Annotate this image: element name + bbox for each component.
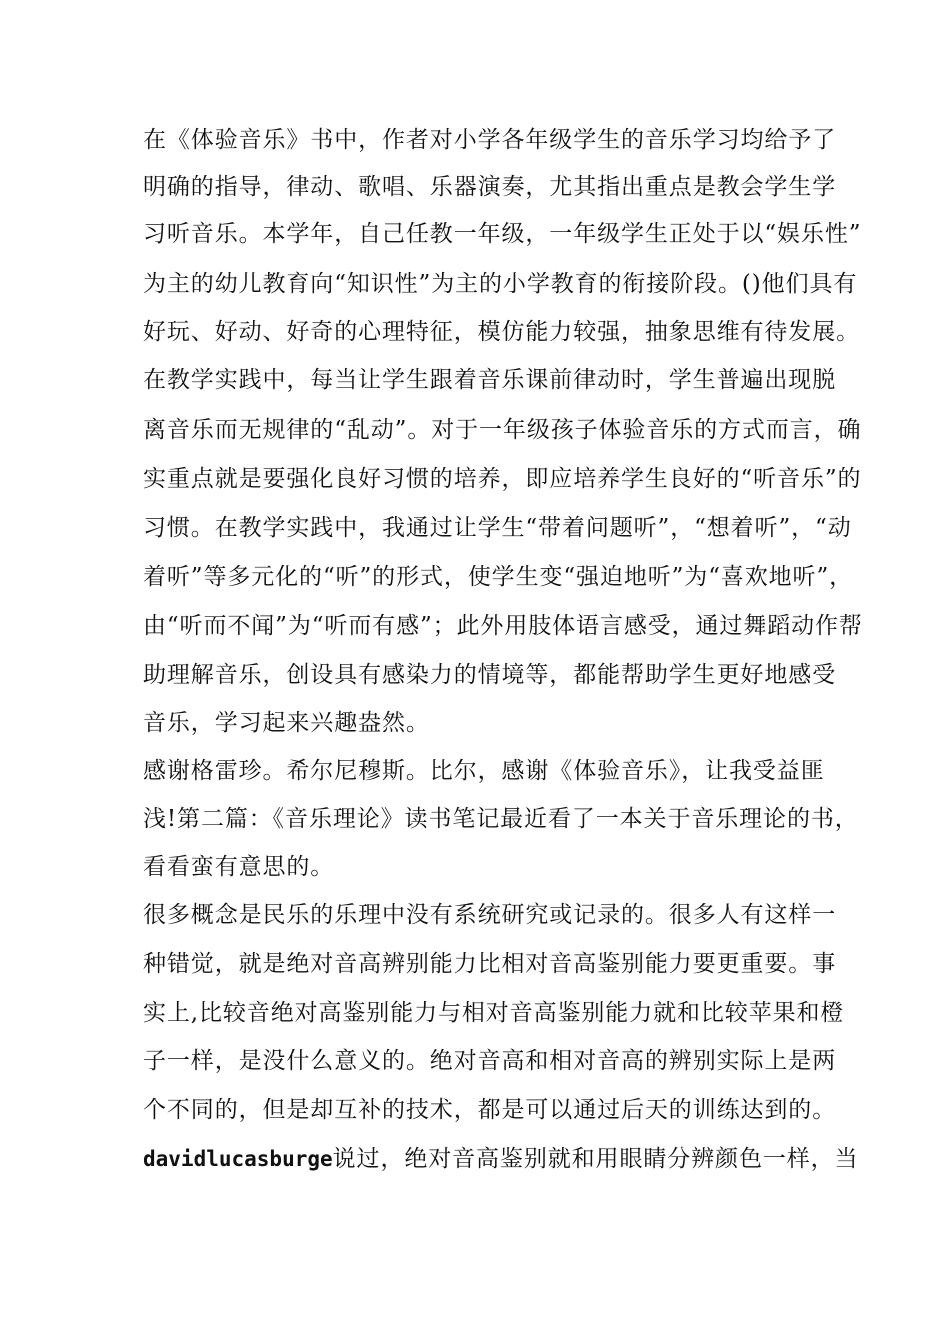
text-line: 子一样，是没什么意义的。绝对音高和相对音高的辨别实际上是两: [143, 1048, 837, 1074]
text-line: 在教学实践中，每当让学生跟着音乐课前律动时，学生普遍出现脱: [143, 367, 837, 393]
text-line: 音乐，学习起来兴趣盎然。: [143, 710, 430, 736]
text-line-rest: 说过，绝对音高鉴别就和用眼睛分辨颜色一样，当: [332, 1146, 859, 1172]
text-line: 看看蛮有意思的。: [143, 854, 335, 880]
author-name: davidlucasburge: [143, 1147, 333, 1171]
text-line: 实重点就是要强化良好习惯的培养，即应培养学生良好的“听音乐”的: [143, 466, 862, 492]
text-line: 离音乐而无规律的“乱动”。对于一年级孩子体验音乐的方式而言，确: [143, 417, 862, 443]
text-line-last: [143, 1139, 858, 1179]
text-line: 着听”等多元化的“听”的形式，使学生变“强迫地听”为“喜欢地听”，: [143, 564, 854, 590]
text-line: 很多概念是民乐的乐理中没有系统研究或记录的。很多人有这样一: [143, 902, 837, 928]
text-line: 明确的指导，律动、歌唱、乐器演奏，尤其指出重点是教会学生学: [143, 174, 837, 200]
text-line: 由“听而不闻”为“听而有感”；此外用肢体语言感受，通过舞蹈动作帮: [143, 613, 863, 639]
text-line: 为主的幼儿教育向“知识性”为主的小学教育的衔接阶段。()他们具有: [143, 271, 858, 297]
text-line: 种错觉，就是绝对音高辨别能力比相对音高鉴别能力要更重要。事: [143, 951, 837, 977]
text-line: 浅!第二篇：《音乐理论》读书笔记最近看了一本关于音乐理论的书，: [143, 806, 859, 832]
text-line: 好玩、好动、好奇的心理特征，模仿能力较强，抽象思维有待发展。: [143, 319, 860, 345]
text-line: 习惯。在教学实践中，我通过让学生“带着问题听”，“想着听”，“动: [143, 515, 852, 541]
text-line: 助理解音乐，创设具有感染力的情境等，都能帮助学生更好地感受: [143, 662, 837, 688]
text-line: 习听音乐。本学年，自己任教一年级，一年级学生正处于以“娱乐性”: [143, 221, 862, 247]
text-line: 在《体验音乐》书中，作者对小学各年级学生的音乐学习均给予了: [143, 127, 837, 153]
text-line: 感谢格雷珍。希尔尼穆斯。比尔，感谢《体验音乐》，让我受益匪: [143, 758, 825, 784]
text-line: 实上,比较音绝对高鉴别能力与相对音高鉴别能力就和比较苹果和橙: [143, 1000, 845, 1026]
text-line: 个不同的，但是却互补的技术，都是可以通过后天的训练达到的。: [143, 1097, 837, 1123]
